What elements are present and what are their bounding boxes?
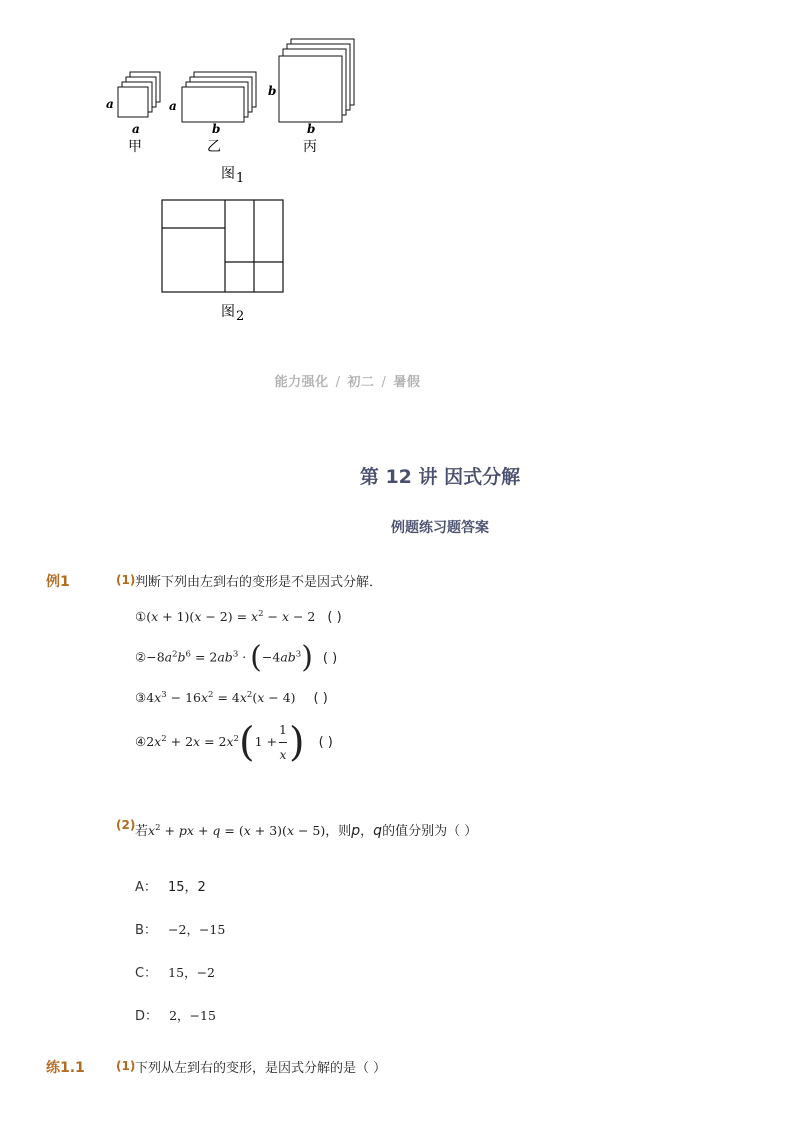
side-label-a-jia: a	[106, 97, 114, 111]
choice-a[interactable]	[135, 876, 206, 895]
question-comma: ，	[360, 824, 374, 839]
part-number: (2)	[116, 818, 136, 832]
choice-b[interactable]	[135, 919, 225, 938]
choice-d[interactable]	[135, 1005, 216, 1024]
statement-1-mark: ①	[135, 609, 147, 624]
choice-value: −2，−15	[168, 922, 226, 937]
breadcrumb	[0, 371, 695, 390]
choice-letter: B：	[135, 923, 157, 938]
bottom-label-b-yi: b	[212, 122, 221, 136]
tiling-rectangle	[162, 200, 283, 292]
question-connector: ，则	[325, 824, 352, 839]
statement-1: ①(x + $1)(x - 2) = x^2 - x - 2$ ( )	[135, 609, 342, 625]
fraction-one-over-x: $\frac{1}{x}$	[279, 723, 287, 762]
lecture-title: 第 12 讲 因式分解	[359, 466, 521, 488]
choice-letter: C：	[135, 966, 158, 981]
square-stack-a	[118, 72, 160, 117]
choice-value: 2，−15	[169, 1008, 216, 1023]
square-stack-b	[279, 39, 354, 122]
answer-blank: ( )	[313, 691, 328, 706]
variable-p: p	[351, 823, 361, 839]
statement-2-mark: ②	[135, 649, 147, 665]
breadcrumb-item-course: 能力强化	[274, 375, 329, 390]
statement-2: $②-8a^2b^6 = 2ab^3 \cdot (-4ab^3)$ ( )	[135, 640, 338, 675]
question-suffix: 的值分别为（ ）	[382, 824, 478, 839]
statement-3-mark: ③	[135, 690, 147, 705]
figure-1-caption: 图	[221, 166, 235, 182]
lecture-subtitle: 例题练习题答案	[391, 520, 489, 536]
side-label-a-yi: a	[169, 99, 177, 113]
figure-2-caption: 图	[221, 304, 235, 320]
breadcrumb-item-term: 暑假	[393, 375, 421, 390]
label-bing: 丙	[303, 139, 317, 155]
answer-blank: ( )	[327, 610, 342, 625]
figure-1-caption-number: 1	[236, 171, 245, 184]
choice-letter: D：	[135, 1009, 159, 1024]
choice-letter: A：	[135, 880, 157, 895]
statement-4-mark: ④	[135, 734, 147, 749]
breadcrumb-separator: /	[335, 375, 341, 390]
question-text: 下列从左到右的变形，是因式分解的是（ ）	[135, 1061, 387, 1076]
label-jia: 甲	[128, 139, 142, 155]
breadcrumb-separator: /	[381, 375, 387, 390]
figure-2	[155, 194, 295, 326]
question-text: 判断下列由左到右的变形是不是因式分解．	[135, 575, 383, 590]
statement-4: $④2x^2 + 2x = 2x^2(1$ + $\frac{1}{x}$ ) ( )	[135, 719, 333, 766]
part-number: (1)	[116, 573, 136, 587]
question-prefix: 若	[135, 824, 149, 839]
part-number: (1)	[116, 1059, 136, 1073]
example-label: 例1	[46, 574, 70, 590]
choice-value: 15，−2	[168, 965, 216, 980]
question-text: 若$x^2$ + px + q = (x + 3)(x − 5)，则p，q的值分别为（ ）	[135, 823, 478, 839]
bottom-label-b-bing: b	[307, 122, 316, 136]
bottom-label-a-jia: a	[132, 122, 140, 136]
variable-q: q	[373, 823, 383, 839]
rectangle-stack-ab	[182, 72, 256, 122]
side-label-b-bing: b	[268, 84, 277, 98]
figure-2-caption-number: 2	[236, 309, 245, 324]
breadcrumb-item-grade: 初二	[347, 375, 375, 390]
figure-1	[100, 34, 370, 184]
answer-blank: ( )	[318, 735, 333, 750]
label-yi: 乙	[207, 139, 221, 155]
choice-value: 15，2	[168, 880, 206, 895]
statement-3: $③4x^3 - 16x^2 = 4x^2(x - 4)$ ( )	[135, 690, 328, 706]
choice-c[interactable]	[135, 962, 215, 981]
answer-blank: ( )	[322, 650, 338, 666]
practice-label: 练1.1	[46, 1060, 85, 1076]
